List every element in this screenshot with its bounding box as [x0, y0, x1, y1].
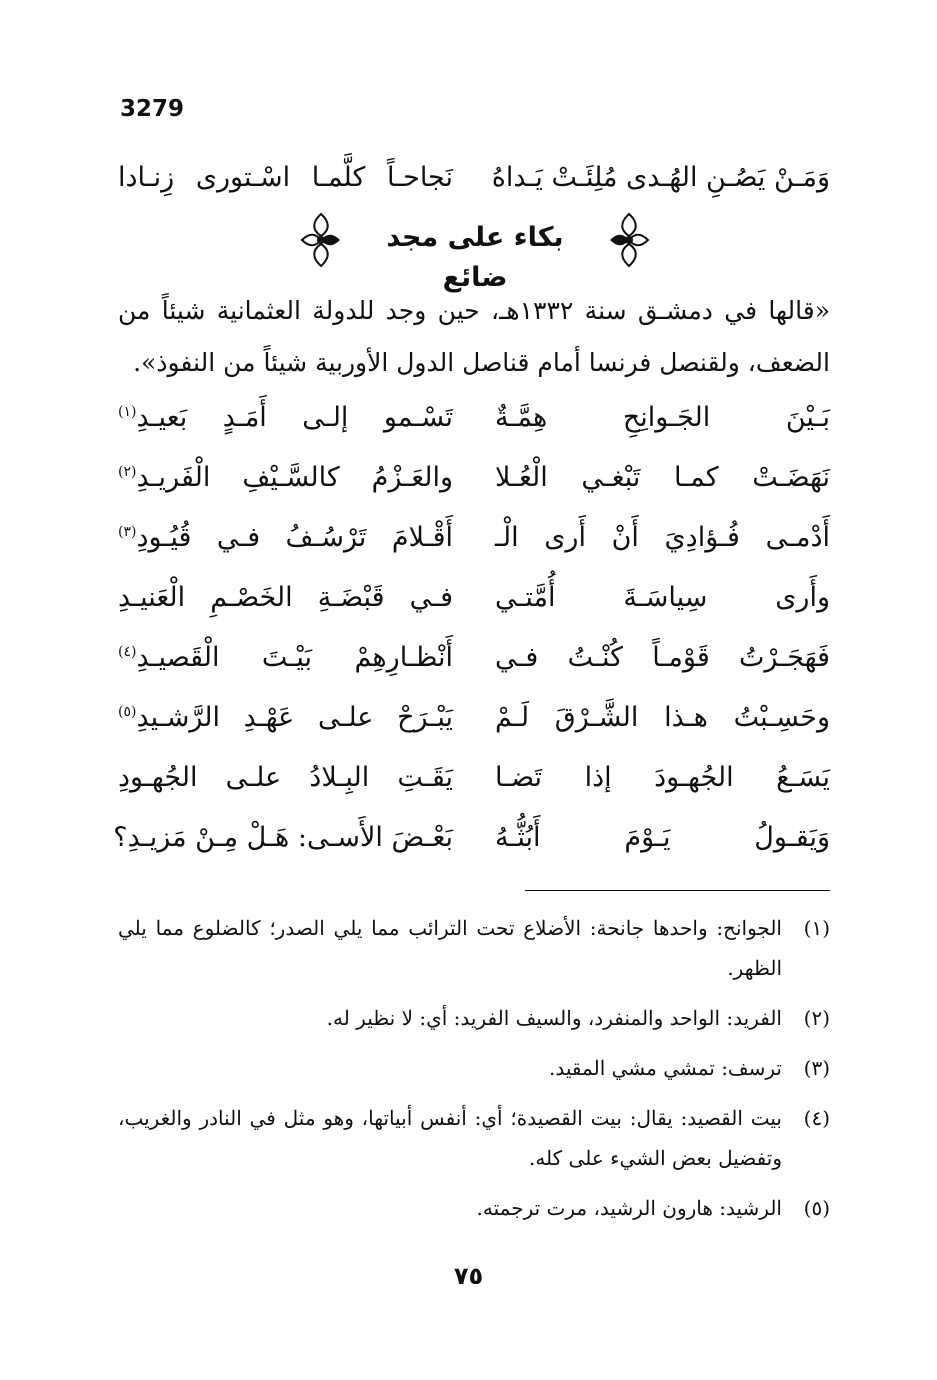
- verse-second-hemistich: فـي قَبْضَـةِ الخَصْـمِ الْعَنيـدِ: [118, 582, 453, 613]
- footnote-item: [118, 908, 830, 988]
- footnote-item: [118, 1048, 830, 1088]
- verse-first-hemistich: وأَرى سِياسَـةَ أُمَّتـي: [495, 582, 830, 613]
- footnote-text: الفريد: الواحد والمنفرد، والسيف الفريد: أي: لا نظير له.: [326, 1006, 782, 1030]
- verse-first-hemistich: وحَسِـبْتُ هـذا الشَّـرْقَ لَـمْ: [495, 702, 830, 733]
- footnote-number: (٤): [803, 1106, 830, 1130]
- verse-first-hemistich: وَيَقـولُ يَـوْمَ أَبُثُّـهُ: [495, 822, 830, 853]
- verse-second-hemistich: يَبْـرَحْ علـى عَهْـدِ الرَّشـيدِ$^{(٥)}$: [118, 702, 453, 733]
- verse-second-hemistich: نَجاحـاً كلَّمـا اسْـتورى زِنـادا: [118, 162, 453, 193]
- footnote-text: الرشيد: هارون الرشيد، مرت ترجمته.: [476, 1196, 782, 1220]
- poem-title: بكاء على مجد ضائع: [386, 222, 564, 293]
- verse-second-hemistich: والعَـزْمُ كالسَّـيْفِ الْفَريـدِ$^{(٢)}$: [118, 462, 453, 493]
- floral-ornament-icon: [300, 212, 342, 268]
- poem-introduction: «قالها في دمشـق سنة ١٣٣٢هـ، حين وجد للدولة العثمانية شيئاً من الضعف، ولقنصل فرنسا أمام قناصل الدول الأوربية شيئاً من النفوذ».: [118, 296, 831, 377]
- running-page-number: 3279: [120, 96, 185, 122]
- verse-second-hemistich: أَنْظـارِهِمْ بَيْـتَ الْقَصيـدِ$^{(٤)}$: [118, 642, 453, 673]
- footnote-number: (٥): [803, 1196, 830, 1220]
- footnote-text: الجوانح: واحدها جانحة: الأضلاع تحت الترائب مما يلي الصدر؛ كالضلوع مما يلي الظهر.: [118, 916, 782, 980]
- verse-first-hemistich: فَهَجَـرْتُ قَوْمـاً كُنْـتُ فـي: [495, 642, 830, 673]
- footnote-number: (٢): [803, 1006, 830, 1030]
- footnote-marker: (٤): [118, 644, 137, 660]
- footnote-marker: (١): [118, 404, 137, 420]
- footnote-marker: (٢): [118, 464, 137, 480]
- footnote-marker: (٥): [118, 704, 137, 720]
- verse-first-hemistich: بَـيْنَ الجَـوانِحِ هِمَّـةٌ: [495, 402, 830, 433]
- footnote-number: (٣): [803, 1056, 830, 1080]
- verse-second-hemistich: أَقْـلامَ تَرْسُـفُ فـي قُيُـودِ$^{(٣)}$: [118, 522, 453, 553]
- page-number: ٧٥: [453, 1262, 484, 1290]
- footnote-text: بيت القصيد: يقال: بيت القصيدة؛ أي: أنفس أبياتها، وهو مثل في النادر والغريب، وتفضيل بعض الشيء على كله.: [118, 1106, 782, 1170]
- verse-first-hemistich: نَهَضَـتْ كمـا تَبْغـي الْعُـلا: [495, 462, 830, 493]
- verse-second-hemistich: تَسْـمو إلـى أَمَـدٍ بَعيـدِ$^{(١)}$: [118, 402, 453, 433]
- footnote-separator: [525, 890, 830, 891]
- verse-second-hemistich: بَعْـضَ الأَسـى: هَـلْ مِـنْ مَزيـدِ؟: [113, 822, 453, 853]
- footnote-number: (١): [803, 916, 830, 940]
- footnote-item: [118, 998, 830, 1038]
- footnote-text: ترسف: تمشي مشي المقيد.: [549, 1056, 782, 1080]
- verse-second-hemistich: يَقَـتِ البِـلادُ علـى الجُهـودِ: [118, 762, 453, 793]
- verse-first-hemistich: أَدْمـى فُـؤادِيَ أَنْ أَرى الْـ: [495, 522, 830, 553]
- footnotes: [118, 908, 830, 1238]
- poem-title-block: [300, 210, 650, 293]
- verse-first-hemistich: وَمَـنْ يَصُـنِ الهُـدى مُلِئَـتْ يَـداهُ: [491, 162, 830, 193]
- verse-first-hemistich: يَسَـعُ الجُهـودَ إذا تَضـا: [495, 762, 830, 793]
- footnote-marker: (٣): [118, 524, 137, 540]
- floral-ornament-icon: [608, 212, 650, 268]
- footnote-item: [118, 1188, 830, 1228]
- footnote-item: [118, 1098, 830, 1178]
